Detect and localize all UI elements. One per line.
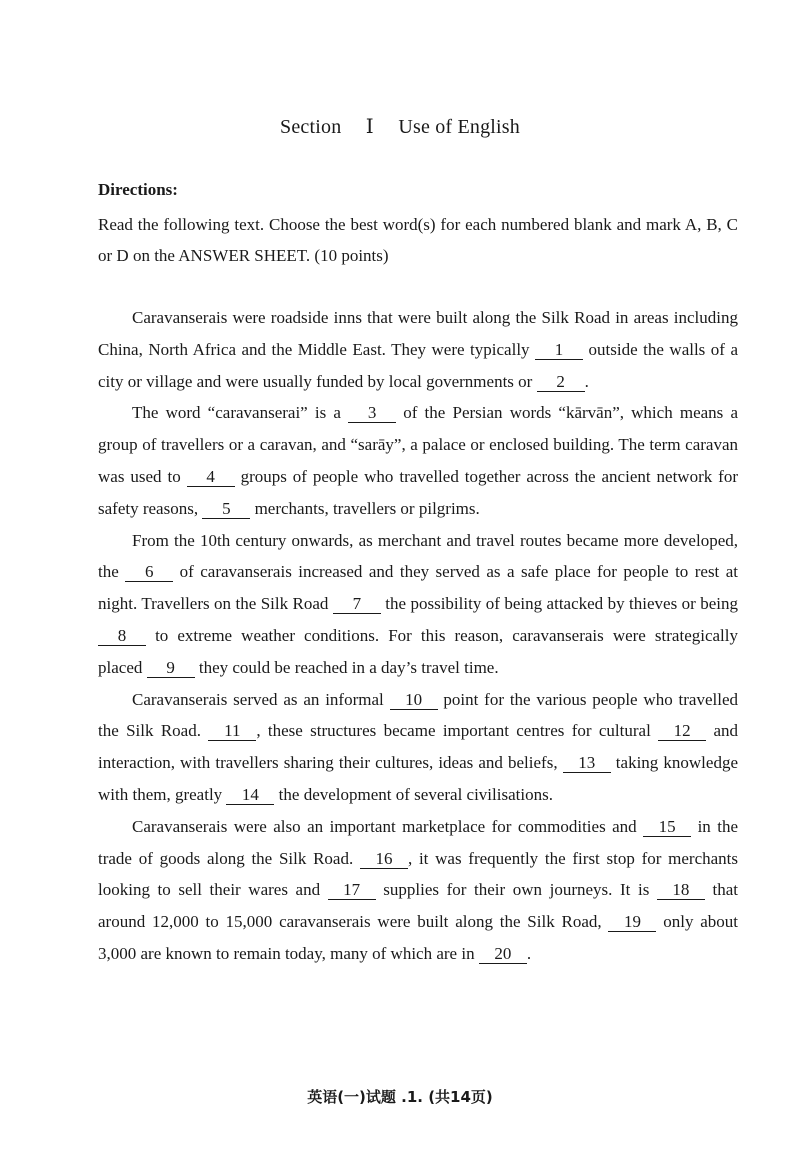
paragraph-5 [98,811,738,970]
blank-8: 8 [98,627,146,646]
text-segment: only about 3,000 are known to remain today, many of which are in [98,912,739,963]
blank-11: 11 [208,722,256,741]
blank-13: 13 [563,754,611,773]
text-segment: in the trade of goods along the Silk Road. [98,816,738,868]
blank-2: 2 [537,373,585,392]
paragraph-3 [98,525,738,684]
blank-17: 17 [328,881,376,900]
text-segment: supplies for their own journeys. It is [375,880,657,900]
section-numeral: Ⅰ [365,116,374,138]
text-segment: of caravanserais increased and they served as a safe place for people to rest at night. Travellers on the Silk Road [98,562,738,614]
text-segment: the possibility of being attacked by thieves or being [380,594,738,614]
section-title [0,114,800,139]
blank-6: 6 [125,563,173,582]
section-label: Section [280,116,342,138]
directions-heading: Directions: [98,180,178,199]
directions-text: Read the following text. Choose the best word(s) for each numbered blank and mark A, B, C or D on the ANSWER SHEET. (10 points) [98,215,738,265]
text-segment: to extreme weather conditions. For this reason, caravanserais were strategically placed [98,625,738,677]
paragraph-1 [98,302,738,397]
text-segment: of the Persian words “kārvān”, which means a group of travellers or a caravan, and “sarāy”, a palace or enclosed building. The term caravan was used to [98,403,738,486]
text-segment: Caravanserais were also an important marketplace for commodities and [132,816,644,836]
text-segment: . [584,371,589,391]
text-segment: the development of several civilisations. [274,784,553,804]
text-segment: Caravanserais were roadside inns that were built along the Silk Road in areas including China, North Africa and the Middle East. They were typically [98,308,738,359]
paragraph-4 [98,684,738,811]
text-segment: groups of people who travelled together across the ancient network for safety reasons, [98,466,738,518]
text-segment: and interaction, with travellers sharing their cultures, ideas and beliefs, [98,721,739,773]
text-segment: point for the various people who travelled the Silk Road. [98,689,738,741]
text-segment: merchants, travellers or pilgrims. [250,498,480,518]
reading-passage [98,302,738,970]
text-segment: From the 10th century onwards, as merchant and travel routes became more developed, the [98,530,738,582]
blank-5: 5 [202,500,250,519]
text-segment: they could be reached in a day’s travel time. [194,657,499,677]
blank-3: 3 [348,404,396,423]
text-segment: outside the walls of a city or village and were usually funded by local governments or [98,339,738,391]
text-segment: that around 12,000 to 15,000 caravanserais were built along the Silk Road, [98,880,738,932]
text-segment: taking knowledge with them, greatly [98,753,738,804]
blank-18: 18 [657,881,705,900]
blank-20: 20 [479,945,527,964]
blank-14: 14 [226,786,274,805]
text-segment: . [526,943,532,963]
blank-12: 12 [658,722,706,741]
paragraph-2 [98,397,738,524]
blank-16: 16 [360,850,408,869]
text-segment: Caravanserais served as an informal [132,689,390,709]
blank-4: 4 [187,468,235,487]
blank-1: 1 [535,341,583,360]
blank-7: 7 [333,595,381,614]
text-segment: The word “caravanserai” is a [132,403,349,423]
blank-9: 9 [147,659,195,678]
blank-19: 19 [608,913,656,932]
text-segment: , it was frequently the first stop for merchants looking to sell their wares and [98,848,739,900]
section-name: Use of English [398,116,520,138]
blank-10: 10 [390,691,438,710]
blank-15: 15 [643,818,691,837]
page-footer: 英语(一)试题 .1. (共14页) [307,1088,493,1106]
text-segment: , these structures became important centres for cultural [256,721,659,741]
